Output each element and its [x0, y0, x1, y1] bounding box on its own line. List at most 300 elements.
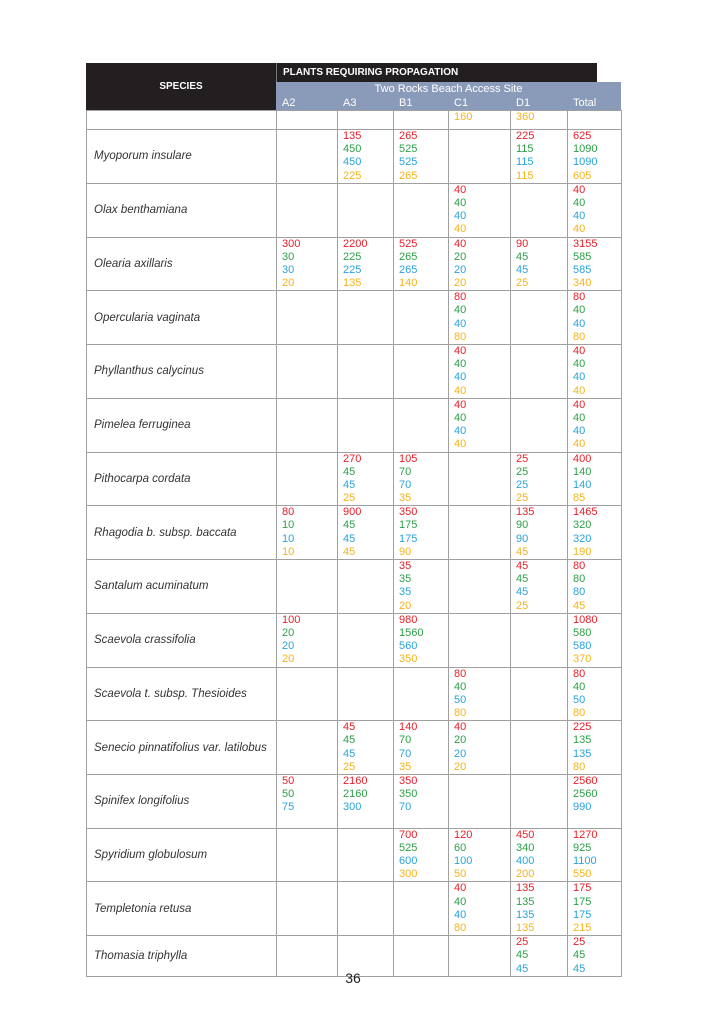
cell-value: 45	[343, 545, 356, 558]
cell-value: 175	[573, 908, 592, 921]
row-a3-cell	[338, 291, 394, 345]
row-c1-cell	[449, 667, 511, 721]
cell-value: 45	[343, 532, 356, 545]
cell-value: 40	[454, 223, 467, 236]
row-total-cell	[568, 291, 622, 345]
cell-value: 140	[399, 721, 418, 734]
row-a2-cell	[277, 882, 338, 936]
cell-value: 50	[282, 788, 295, 801]
cell-value: 20	[454, 760, 467, 773]
cell-value: 45	[343, 734, 356, 747]
species-name: Olearia axillaris	[87, 237, 277, 291]
cell-value: 45	[516, 586, 529, 599]
cell-value: 175	[573, 882, 592, 895]
cell-value: 600	[399, 855, 418, 868]
row-total-cell	[568, 237, 622, 291]
cell-value: 265	[399, 130, 418, 142]
cell-value: 2160	[343, 775, 368, 787]
cell-value: 115	[516, 156, 534, 169]
cell-value: 45	[573, 949, 586, 962]
row-a2-cell	[277, 721, 338, 775]
row-a3-cell	[338, 775, 394, 829]
cell-value: 90	[516, 532, 529, 545]
row-d1-cell	[511, 613, 568, 667]
species-cell-empty	[87, 111, 277, 130]
row-b1-cell	[394, 613, 449, 667]
cell-value: 45	[516, 545, 529, 558]
cell-value: 40	[573, 398, 586, 411]
cell-value: 990	[573, 801, 592, 814]
cell-value: 40	[573, 304, 586, 317]
cell-value: 80	[573, 586, 586, 599]
cell-value: 175	[573, 895, 592, 908]
table-row	[87, 882, 622, 936]
cell-value: 80	[573, 573, 586, 586]
cell-value: 2200	[343, 237, 368, 250]
cell-value: 25	[516, 277, 529, 290]
cell-value: 265	[399, 250, 418, 263]
cell-value: 35	[399, 492, 412, 505]
cell-value: 90	[516, 237, 529, 250]
row-a2-cell	[277, 613, 338, 667]
cell-value: 900	[343, 506, 362, 519]
table-row	[87, 775, 622, 829]
cell-value: 100	[282, 613, 301, 626]
cell-value: 35	[399, 573, 412, 586]
top-row-c1-cell	[449, 111, 511, 130]
col-header-d1: D1	[516, 97, 531, 109]
top-row-total-cell	[568, 111, 622, 130]
cell-value: 450	[343, 143, 362, 156]
cell-value: 70	[399, 801, 412, 814]
cell-value: 80	[454, 667, 467, 680]
cell-value: 85	[573, 492, 586, 505]
cell-value: 2560	[573, 775, 598, 787]
cell-value: 300	[343, 801, 362, 814]
row-total-cell	[568, 183, 622, 237]
row-a2-cell	[277, 345, 338, 399]
cell-value: 1090	[573, 143, 598, 156]
species-column-header	[86, 63, 276, 110]
col-header-total: Total	[573, 97, 597, 109]
cell-value: 135	[516, 922, 535, 934]
cell-value: 10	[282, 545, 295, 558]
cell-value: 3155	[573, 237, 598, 250]
cell-value: 40	[454, 721, 467, 734]
species-name: Spyridium globulosum	[87, 828, 277, 882]
row-total-cell	[568, 398, 622, 452]
row-b1-cell	[394, 667, 449, 721]
cell-value: 175	[399, 519, 418, 532]
cell-value: 25	[516, 478, 529, 491]
row-d1-cell	[511, 291, 568, 345]
col-header-b1: B1	[399, 97, 413, 109]
cell-value: 40	[573, 438, 586, 451]
cell-value: 40	[573, 317, 586, 330]
cell-value: 340	[573, 277, 592, 290]
cell-value: 45	[343, 721, 356, 734]
cell-value: 30	[282, 250, 295, 263]
row-d1-cell	[511, 345, 568, 399]
row-b1-cell	[394, 183, 449, 237]
row-a2-cell	[277, 828, 338, 882]
cell-value: 20	[454, 747, 467, 760]
species-header-label: SPECIES	[159, 81, 203, 92]
cell-value: 45	[343, 478, 356, 491]
row-a2-cell	[277, 667, 338, 721]
row-c1-cell	[449, 130, 511, 184]
row-d1-cell	[511, 398, 568, 452]
row-a2-cell	[277, 237, 338, 291]
species-name: Scaevola t. subsp. Thesioides	[87, 667, 277, 721]
cell-value: 360	[516, 111, 535, 123]
cell-value: 35	[399, 560, 412, 572]
species-name: Templetonia retusa	[87, 882, 277, 936]
cell-value: 115	[516, 143, 534, 156]
col-header-c1: C1	[454, 97, 469, 109]
cell-value: 35	[399, 760, 412, 773]
row-a3-cell	[338, 183, 394, 237]
cell-value: 605	[573, 169, 592, 182]
cell-value: 20	[454, 734, 467, 747]
row-c1-cell	[449, 452, 511, 506]
cell-value: 525	[399, 156, 418, 169]
species-name: Senecio pinnatifolius var. latilobus	[87, 721, 277, 775]
cell-value: 40	[454, 317, 467, 330]
cell-value: 140	[399, 277, 418, 290]
row-d1-cell	[511, 721, 568, 775]
cell-value: 980	[399, 613, 418, 626]
cell-value: 80	[573, 560, 586, 572]
cell-value: 580	[573, 640, 592, 653]
row-c1-cell	[449, 560, 511, 614]
table-row	[87, 721, 622, 775]
cell-value: 80	[573, 667, 586, 680]
cell-value: 20	[399, 599, 412, 612]
cell-value: 700	[399, 828, 418, 841]
top-values-table	[86, 110, 622, 130]
row-d1-cell	[511, 828, 568, 882]
cell-value: 40	[454, 358, 467, 371]
cell-value: 525	[399, 237, 418, 250]
cell-value: 40	[573, 680, 586, 693]
cell-value: 20	[282, 653, 295, 666]
cell-value: 140	[573, 465, 592, 478]
cell-value: 45	[343, 519, 356, 532]
row-total-cell	[568, 613, 622, 667]
cell-value: 70	[399, 478, 412, 491]
cell-value: 350	[399, 506, 418, 519]
cell-value: 10	[282, 532, 295, 545]
cell-value: 370	[573, 653, 592, 666]
row-total-cell	[568, 560, 622, 614]
table-row	[87, 237, 622, 291]
col-header-a3: A3	[343, 97, 357, 109]
cell-value: 40	[454, 210, 467, 223]
row-total-cell	[568, 775, 622, 829]
cell-value: 80	[454, 707, 467, 720]
cell-value: 20	[282, 626, 295, 639]
table-row-top	[87, 111, 622, 130]
row-a3-cell	[338, 828, 394, 882]
cell-value: 80	[573, 291, 586, 304]
cell-value: 525	[399, 143, 418, 156]
row-a2-cell	[277, 183, 338, 237]
species-name: Scaevola crassifolia	[87, 613, 277, 667]
cell-value: 45	[516, 962, 529, 975]
cell-value: 225	[343, 250, 362, 263]
top-row-b1-cell	[394, 111, 449, 130]
row-b1-cell	[394, 345, 449, 399]
species-name: Thomasia triphylla	[87, 936, 277, 977]
row-a3-cell	[338, 130, 394, 184]
cell-value: 20	[454, 250, 467, 263]
row-total-cell	[568, 452, 622, 506]
cell-value: 20	[454, 277, 467, 290]
cell-value: 190	[573, 545, 592, 558]
cell-value: 50	[454, 868, 467, 881]
row-a2-cell	[277, 775, 338, 829]
row-total-cell	[568, 828, 622, 882]
species-name: Myoporum insulare	[87, 130, 277, 184]
page-number: 36	[345, 970, 361, 986]
row-b1-cell	[394, 775, 449, 829]
cell-value: 25	[573, 936, 586, 949]
species-name: Olax benthamiana	[87, 183, 277, 237]
table-row	[87, 183, 622, 237]
row-b1-cell	[394, 506, 449, 560]
cell-value: 300	[399, 868, 418, 881]
cell-value: 550	[573, 868, 592, 881]
cell-value: 40	[573, 210, 586, 223]
row-d1-cell	[511, 452, 568, 506]
row-a3-cell	[338, 667, 394, 721]
species-name: Santalum acuminatum	[87, 560, 277, 614]
species-name: Pithocarpa cordata	[87, 452, 277, 506]
row-a3-cell	[338, 613, 394, 667]
cell-value: 40	[454, 183, 467, 196]
cell-value: 40	[454, 882, 467, 895]
cell-value: 45	[516, 263, 529, 276]
row-c1-cell	[449, 721, 511, 775]
cell-value: 40	[454, 304, 467, 317]
cell-value: 10	[282, 519, 295, 532]
cell-value: 350	[399, 653, 418, 666]
cell-value: 2560	[573, 788, 598, 801]
cell-value: 175	[399, 532, 418, 545]
cell-value: 40	[573, 223, 586, 236]
row-b1-cell	[394, 560, 449, 614]
row-total-cell	[568, 667, 622, 721]
row-a2-cell	[277, 130, 338, 184]
top-row-a3-cell	[338, 111, 394, 130]
cell-value: 450	[516, 828, 535, 841]
table-row	[87, 560, 622, 614]
cell-value: 925	[573, 841, 592, 854]
propagation-title: PLANTS REQUIRING PROPAGATION	[276, 63, 597, 82]
row-a3-cell	[338, 452, 394, 506]
cell-value: 45	[573, 599, 586, 612]
cell-value: 40	[573, 411, 586, 424]
species-name: Opercularia vaginata	[87, 291, 277, 345]
table-row	[87, 130, 622, 184]
cell-value: 320	[573, 519, 592, 532]
cell-value: 265	[399, 169, 418, 182]
cell-value: 80	[454, 330, 467, 343]
cell-value: 25	[343, 492, 356, 505]
row-c1-cell	[449, 345, 511, 399]
cell-value: 20	[282, 277, 295, 290]
cell-value: 40	[573, 384, 586, 397]
cell-value: 225	[343, 263, 362, 276]
cell-value: 50	[573, 693, 586, 706]
cell-value: 50	[282, 775, 295, 787]
row-d1-cell	[511, 560, 568, 614]
top-row-a2-cell	[277, 111, 338, 130]
row-a3-cell	[338, 237, 394, 291]
cell-value: 40	[573, 345, 586, 357]
cell-value: 40	[573, 183, 586, 196]
row-b1-cell	[394, 721, 449, 775]
row-b1-cell	[394, 398, 449, 452]
cell-value: 200	[516, 868, 535, 881]
cell-value: 225	[516, 130, 535, 142]
cell-value: 45	[573, 962, 586, 975]
cell-value: 40	[573, 425, 586, 438]
cell-value: 1090	[573, 156, 598, 169]
cell-value: 135	[573, 747, 592, 760]
species-name: Pimelea ferruginea	[87, 398, 277, 452]
cell-value: 400	[516, 855, 535, 868]
row-a3-cell	[338, 398, 394, 452]
cell-value: 340	[516, 841, 535, 854]
table-row	[87, 291, 622, 345]
cell-value: 585	[573, 263, 592, 276]
cell-value: 585	[573, 250, 592, 263]
cell-value: 135	[516, 882, 535, 895]
cell-value: 70	[399, 747, 412, 760]
cell-value: 1270	[573, 828, 598, 841]
cell-value: 1080	[573, 613, 598, 626]
cell-value: 560	[399, 640, 418, 653]
table-row	[87, 452, 622, 506]
row-a3-cell	[338, 560, 394, 614]
site-title: Two Rocks Beach Access Site	[276, 82, 621, 96]
row-c1-cell	[449, 183, 511, 237]
cell-value: 90	[516, 519, 529, 532]
cell-value: 135	[516, 908, 535, 921]
cell-value: 40	[454, 345, 467, 357]
cell-value: 525	[399, 841, 418, 854]
row-d1-cell	[511, 506, 568, 560]
cell-value: 45	[343, 747, 356, 760]
row-b1-cell	[394, 828, 449, 882]
cell-value: 20	[454, 263, 467, 276]
cell-value: 25	[516, 599, 529, 612]
cell-value: 40	[573, 196, 586, 209]
cell-value: 625	[573, 130, 592, 142]
cell-value: 75	[282, 801, 295, 814]
table-row	[87, 667, 622, 721]
cell-value: 30	[282, 263, 295, 276]
cell-value: 120	[454, 828, 473, 841]
row-a2-cell	[277, 506, 338, 560]
species-name: Phyllanthus calycinus	[87, 345, 277, 399]
cell-value: 135	[343, 277, 362, 290]
cell-value: 70	[399, 465, 412, 478]
row-c1-cell	[449, 775, 511, 829]
row-c1-cell	[449, 882, 511, 936]
cell-value: 40	[454, 425, 467, 438]
cell-value: 45	[516, 560, 529, 572]
cell-value: 45	[343, 465, 356, 478]
cell-value: 300	[282, 237, 301, 250]
row-total-cell	[568, 721, 622, 775]
row-total-cell	[568, 345, 622, 399]
row-a3-cell	[338, 882, 394, 936]
cell-value: 25	[343, 760, 356, 773]
row-c1-cell	[449, 291, 511, 345]
cell-value: 270	[343, 452, 362, 465]
species-name: Rhagodia b. subsp. baccata	[87, 506, 277, 560]
cell-value: 25	[516, 492, 529, 505]
cell-value: 350	[399, 788, 418, 801]
row-d1-cell	[511, 130, 568, 184]
cell-value: 45	[516, 573, 529, 586]
cell-value: 80	[282, 506, 295, 519]
cell-value: 90	[399, 545, 412, 558]
cell-value: 40	[573, 358, 586, 371]
row-a2-cell	[277, 452, 338, 506]
cell-value: 45	[516, 250, 529, 263]
row-d1-cell	[511, 882, 568, 936]
row-a2-cell	[277, 560, 338, 614]
cell-value: 45	[516, 949, 529, 962]
row-d1-cell	[511, 183, 568, 237]
cell-value: 135	[573, 734, 592, 747]
cell-value: 1465	[573, 506, 598, 519]
cell-value: 40	[454, 371, 467, 384]
row-d1-cell	[511, 237, 568, 291]
cell-value: 25	[516, 936, 529, 949]
row-total-cell	[568, 130, 622, 184]
cell-value: 135	[343, 130, 362, 142]
table-row	[87, 345, 622, 399]
cell-value: 160	[454, 111, 473, 123]
row-c1-cell	[449, 237, 511, 291]
cell-value: 25	[516, 465, 529, 478]
cell-value: 135	[516, 895, 535, 908]
cell-value: 20	[282, 640, 295, 653]
cell-value: 100	[454, 855, 473, 868]
cell-value: 60	[454, 841, 467, 854]
table-row	[87, 613, 622, 667]
cell-value: 400	[573, 452, 592, 465]
cell-value: 115	[516, 169, 534, 182]
cell-value: 350	[399, 775, 418, 787]
row-d1-cell	[511, 775, 568, 829]
cell-value: 105	[399, 452, 418, 465]
cell-value: 40	[454, 895, 467, 908]
cell-value: 80	[454, 291, 467, 304]
cell-value: 40	[454, 384, 467, 397]
row-a2-cell	[277, 398, 338, 452]
cell-value: 1560	[399, 626, 424, 639]
cell-value: 40	[454, 398, 467, 411]
row-c1-cell	[449, 828, 511, 882]
row-b1-cell	[394, 130, 449, 184]
cell-value: 40	[454, 196, 467, 209]
